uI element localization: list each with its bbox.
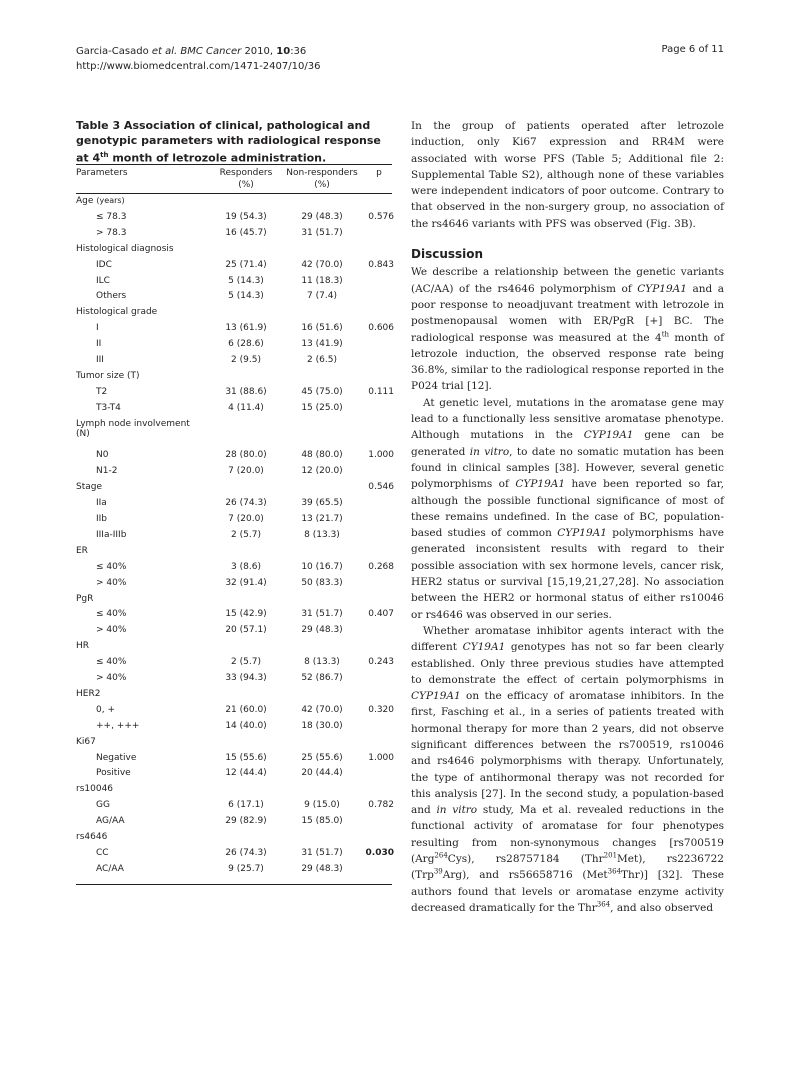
row-label — [96, 705, 115, 715]
row-label — [76, 832, 107, 842]
cell-responders: 2 (5.7) — [231, 529, 261, 540]
citation-etal: et al. — [151, 46, 178, 57]
table-bottom-rule — [76, 884, 392, 885]
row-label — [76, 546, 88, 556]
p3-gene-3: CYP19A1 — [557, 527, 607, 540]
p3-text-d: have been reported so far, although the possible functional significance of most of these remains undefined. In the case of BC, population-based studies of common — [411, 478, 725, 540]
row-label-text: Ki67 — [76, 736, 96, 747]
cell-nonresponders: 31 (51.7) — [301, 227, 343, 238]
cell-p-value: 0.243 — [368, 657, 394, 668]
row-label — [96, 387, 107, 397]
cell-p-value: 0.111 — [368, 386, 394, 397]
table-row — [76, 657, 392, 673]
p4-invitro: in vitro — [436, 804, 478, 817]
p4-text-g: Arg), and rs56658716 (Met — [442, 869, 608, 882]
cell-responders: 26 (74.3) — [225, 498, 267, 509]
row-label-text: Histological grade — [76, 307, 158, 318]
row-label — [96, 753, 136, 763]
cell-responders: 14 (40.0) — [225, 720, 267, 731]
cell-nonresponders: 42 (70.0) — [301, 704, 343, 715]
row-label — [96, 339, 101, 349]
row-label-text: CC — [96, 847, 109, 858]
row-label — [76, 689, 100, 699]
row-label-text: IIb — [96, 514, 108, 524]
row-label-text: rs4646 — [76, 832, 108, 842]
row-label-text: ≤ 40% — [96, 561, 127, 572]
cell-responders: 7 (20.0) — [228, 514, 264, 524]
row-label-text: T2 — [96, 386, 108, 397]
cell-nonresponders: 7 (7.4) — [307, 291, 337, 302]
p3-text-c: , to date no somatic mutation has been found in clinical samples [38]. However, several genetic polymorphisms of — [411, 445, 724, 491]
row-label-text: ER — [76, 545, 88, 556]
row-label — [96, 657, 126, 667]
cell-responders: 26 (74.3) — [225, 847, 267, 858]
row-label — [96, 355, 104, 365]
cell-responders: 15 (55.6) — [225, 752, 267, 763]
cell-nonresponders: 45 (75.0) — [301, 386, 343, 397]
row-label-text: ++, +++ — [96, 720, 140, 731]
row-label — [96, 323, 99, 333]
row-label-text: ILC — [96, 275, 110, 286]
row-label — [76, 784, 113, 794]
row-label-text: N1-2 — [96, 466, 118, 477]
cell-responders: 28 (80.0) — [225, 450, 267, 461]
row-label — [76, 482, 102, 492]
row-label-text: rs10046 — [76, 784, 114, 795]
paragraph-pfs: In the group of patients operated after letrozole induction, only Ki67 expression and RR4M were associated with worse PFS (Table 5; Additional file 2: Supplemental Table S2), although none of these variables were independent indicators of poor outcome. Contrary to that observed in the non-surgery group, no association of the rs4646 variants with PFS was observed (Fig. 3B). — [411, 120, 724, 230]
p4-text-e: Cys), rs28757184 (Thr — [447, 853, 604, 866]
caption-text-end: month of letrozole administration. — [108, 151, 327, 165]
cell-responders: 4 (11.4) — [228, 402, 264, 413]
p4-text-c: on the efficacy of aromatase inhibitors. In the first, Fasching et al., in a series of patients treated with hormonal therapy for more than 2 years, did not observe significant differences between the rs700519, rs10046 and rs4646 polymorphisms with therapy. Unfortunately, the type of antihormonal therapy was not recorded for this analysis [27]. In the second study, a population-based and — [411, 690, 724, 817]
col-responders-label: Responders — [219, 168, 273, 178]
cell-responders: 21 (60.0) — [225, 704, 267, 715]
row-label-text: T3-T4 — [96, 402, 121, 413]
citation-article: :36 — [290, 46, 307, 57]
row-label — [96, 514, 107, 524]
table-row — [76, 609, 392, 625]
table-group-row — [76, 832, 392, 848]
table-caption — [76, 118, 394, 166]
row-label-text: ≤ 78.3 — [96, 211, 127, 222]
table-row — [76, 705, 392, 721]
cell-responders: 5 (14.3) — [228, 275, 264, 286]
cell-nonresponders: 16 (51.6) — [301, 323, 343, 334]
body-column — [411, 118, 724, 916]
cell-nonresponders: 8 (13.3) — [304, 657, 340, 668]
cell-responders: 3 (8.6) — [231, 561, 261, 572]
row-label-text: II — [96, 339, 102, 350]
cell-nonresponders: 13 (41.9) — [301, 339, 343, 350]
citation-journal: BMC Cancer — [177, 46, 242, 57]
row-label — [96, 768, 131, 778]
col-responders — [202, 167, 290, 191]
table-row — [76, 514, 392, 530]
row-label-text: Age — [76, 196, 94, 206]
row-label — [96, 466, 117, 476]
cell-nonresponders: 2 (6.5) — [307, 355, 337, 365]
cell-nonresponders: 31 (51.7) — [301, 847, 343, 858]
row-label — [96, 562, 126, 572]
cell-nonresponders: 18 (30.0) — [301, 720, 343, 731]
row-label-text: Stage — [76, 482, 103, 493]
citation-volume: 10 — [276, 46, 291, 57]
row-label — [96, 848, 109, 858]
p4-sup-4: 364 — [607, 867, 622, 876]
cell-p-value: 1.000 — [368, 450, 394, 461]
p4-sup-5: 364 — [596, 900, 611, 909]
table-group-row — [76, 418, 392, 439]
cell-responders: 32 (91.4) — [225, 577, 267, 588]
col-nonresponders-label: Non-responders — [286, 168, 358, 178]
p2-gene: CYP19A1 — [637, 282, 687, 295]
table-group-row — [76, 641, 392, 657]
row-label-text: I — [96, 323, 99, 334]
row-label-text: > 40% — [96, 673, 127, 683]
caption-text: Table 3 Association of clinical, pathological and genotypic parameters with radiological response at 4 — [76, 119, 381, 165]
row-label — [76, 196, 125, 206]
table-row — [76, 848, 392, 864]
row-label — [96, 291, 126, 301]
cell-nonresponders: 12 (20.0) — [301, 466, 343, 477]
table-top-rule — [76, 164, 392, 165]
p4-gene-2: CYP19A1 — [411, 690, 461, 703]
table-group-row — [76, 737, 392, 753]
cell-p-value: 0.843 — [368, 259, 394, 270]
row-label-note: (years) — [96, 196, 125, 205]
row-label — [96, 530, 126, 540]
row-label-text: AG/AA — [96, 816, 125, 827]
cell-nonresponders: 52 (86.7) — [301, 673, 343, 683]
paragraph-discussion-1 — [411, 264, 724, 394]
table-row — [76, 276, 392, 292]
paragraph-discussion-2 — [411, 395, 724, 623]
row-label-text: > 78.3 — [96, 227, 127, 238]
caption-sup: th — [100, 151, 109, 159]
p3-text-b: gene can be generated — [411, 429, 725, 458]
row-label-text: HR — [76, 641, 90, 652]
table-row — [76, 800, 392, 816]
row-label-text: IIa — [96, 498, 107, 509]
row-label-text: Lymph node involvement — [76, 418, 190, 429]
p2-text-c: month of letrozole induction, the observed response rate being 36.8%, similar to the radiological response reported in the P024 trial [12]. — [411, 331, 724, 393]
cell-responders: 6 (28.6) — [228, 339, 264, 350]
cell-nonresponders: 13 (21.7) — [301, 514, 343, 524]
cell-nonresponders: 15 (25.0) — [301, 402, 343, 413]
cell-p-value: 0.576 — [368, 211, 394, 222]
cell-p-value: 0.546 — [368, 482, 394, 493]
cell-responders: 31 (88.6) — [225, 386, 267, 397]
table-row — [76, 498, 392, 514]
row-label — [96, 212, 126, 222]
table-row — [76, 562, 392, 578]
p4-text-b: genotypes has not so far been clearly established. Only three previous studies have attempted to demonstrate the effect of certain polymorphisms in — [411, 641, 724, 686]
table-header-rule — [76, 193, 392, 194]
cell-nonresponders: 29 (48.3) — [301, 625, 343, 636]
table-group-row — [76, 371, 392, 387]
row-label — [96, 450, 108, 460]
table-group-row — [76, 244, 392, 260]
cell-nonresponders: 42 (70.0) — [301, 259, 343, 270]
cell-nonresponders: 15 (85.0) — [301, 816, 343, 827]
citation — [76, 44, 320, 59]
cell-responders: 2 (9.5) — [231, 355, 261, 365]
p3-text-a: At genetic level, mutations in the aromatase gene may lead to a functionally less sensitive aromatase phenotype. Although mutations in the — [411, 396, 724, 442]
row-label — [76, 419, 190, 439]
cell-responders: 2 (5.7) — [231, 657, 261, 668]
p4-sup-2: 201 — [603, 851, 618, 860]
running-header — [76, 44, 320, 74]
p4-text-d: study, Ma et al. revealed reductions in the functional activity of aromatase for four phenotypes resulting from non-synonymous changes [rs700519 (Arg — [411, 804, 724, 866]
cell-responders: 33 (94.3) — [225, 673, 267, 683]
col-responders-unit: (%) — [238, 180, 254, 190]
row-label-text: Tumor size (T) — [76, 370, 140, 381]
cell-responders: 6 (17.1) — [228, 800, 264, 811]
row-label — [96, 673, 126, 683]
row-label-text: > 40% — [96, 577, 127, 588]
table-row — [76, 450, 392, 466]
cell-nonresponders: 8 (13.3) — [304, 529, 340, 540]
table-row — [76, 753, 392, 769]
table-row — [76, 530, 392, 546]
row-label-text: GG — [96, 800, 110, 811]
p4-sup-3: 39 — [433, 867, 443, 876]
cell-responders: 19 (54.3) — [225, 211, 267, 222]
cell-nonresponders: 20 (44.4) — [301, 768, 343, 779]
row-label-text-2: (N) — [76, 428, 90, 439]
row-label — [96, 721, 139, 731]
row-label-text: Others — [96, 291, 127, 302]
cell-p-value: 0.268 — [368, 561, 394, 572]
p3-invitro: in vitro — [469, 445, 510, 458]
table-group-row — [76, 482, 392, 498]
p4-text-h: Thr)] [32]. These authors found that levels or aromatase enzyme activity decreased dramatically for the Thr — [411, 869, 724, 914]
cell-responders: 7 (20.0) — [228, 466, 264, 477]
row-label-text: HER2 — [76, 688, 101, 699]
table-row — [76, 403, 392, 419]
row-label — [96, 228, 126, 238]
cell-nonresponders: 48 (80.0) — [301, 450, 343, 461]
cell-p-value: 0.606 — [368, 323, 394, 334]
table-header-row — [76, 167, 392, 193]
row-label — [96, 816, 125, 826]
cell-responders: 9 (25.7) — [228, 863, 264, 874]
cell-p-value: 1.000 — [368, 752, 394, 763]
cell-p-value: 0.407 — [368, 609, 394, 620]
table-row — [76, 387, 392, 403]
table-row — [76, 323, 392, 339]
row-label-text: 0, + — [96, 704, 115, 715]
col-parameters: Parameters — [76, 168, 128, 178]
cell-nonresponders: 25 (55.6) — [301, 752, 343, 763]
table-group-row — [76, 689, 392, 705]
row-label — [96, 276, 110, 286]
cell-nonresponders: 11 (18.3) — [301, 275, 343, 286]
p2-text-a: We describe a relationship between the genetic variants (AC/AA) of the rs4646 polymorphism of — [411, 266, 724, 295]
citation-authors: Garcia-Casado — [76, 46, 152, 57]
row-label-text: N0 — [96, 450, 109, 461]
row-label — [76, 307, 157, 317]
row-label — [76, 371, 140, 381]
cell-nonresponders: 29 (48.3) — [301, 211, 343, 222]
row-label-text: Histological diagnosis — [76, 243, 174, 254]
table-row — [76, 578, 392, 594]
row-label — [76, 594, 93, 604]
p4-text-a: Whether aromatase inhibitor agents interact with the different — [411, 624, 724, 654]
cell-responders: 12 (44.4) — [225, 768, 267, 779]
table-row — [76, 228, 392, 244]
row-label-text: Positive — [96, 768, 131, 779]
table-group-row — [76, 594, 392, 610]
cell-nonresponders: 10 (16.7) — [301, 561, 343, 572]
p2-sup: th — [661, 330, 670, 339]
table-row — [76, 673, 392, 689]
cell-responders: 29 (82.9) — [225, 816, 267, 827]
cell-responders: 15 (42.9) — [225, 609, 267, 620]
cell-responders: 25 (71.4) — [225, 259, 267, 270]
row-label-text: IIIa-IIIb — [96, 529, 127, 540]
row-label-text: Negative — [96, 752, 137, 763]
cell-p-value: 0.782 — [368, 800, 394, 811]
table-group-row — [76, 784, 392, 800]
row-label — [96, 578, 126, 588]
cell-nonresponders: 29 (48.3) — [301, 863, 343, 874]
col-p: p — [376, 168, 382, 178]
row-label-text: PgR — [76, 593, 94, 604]
row-label — [96, 260, 112, 270]
row-label-text: III — [96, 355, 104, 365]
row-label — [76, 737, 96, 747]
cell-nonresponders: 9 (15.0) — [304, 800, 340, 811]
table-row — [76, 339, 392, 355]
row-label-text: AC/AA — [96, 863, 124, 874]
table-row — [76, 212, 392, 228]
col-nonresponders — [278, 167, 366, 191]
row-label — [96, 609, 126, 619]
cell-p-value: 0.030 — [365, 847, 394, 858]
p4-sup-1: 264 — [434, 851, 448, 860]
table-group-row — [76, 546, 392, 562]
table-group-row — [76, 307, 392, 323]
p4-text-f: Met), rs2236722 (Trp — [411, 853, 724, 882]
p4-gene-1: CY19A1 — [462, 641, 506, 654]
cell-nonresponders: 50 (83.3) — [301, 577, 343, 588]
row-label — [96, 403, 121, 413]
article-url[interactable]: http://www.biomedcentral.com/1471-2407/10/36 — [76, 61, 321, 72]
citation-year: 2010, — [241, 46, 277, 57]
cell-responders: 13 (61.9) — [225, 323, 267, 334]
cell-responders: 5 (14.3) — [228, 291, 264, 302]
row-label — [96, 625, 126, 635]
section-heading-discussion: Discussion — [411, 247, 484, 262]
col-nonresponders-unit: (%) — [314, 180, 330, 190]
cell-responders: 16 (45.7) — [225, 227, 267, 238]
page-number: Page 6 of 11 — [661, 44, 724, 55]
p3-gene-2: CYP19A1 — [515, 478, 566, 491]
cell-nonresponders: 31 (51.7) — [301, 609, 343, 620]
cell-nonresponders: 39 (65.5) — [301, 498, 343, 509]
row-label — [96, 498, 107, 508]
table-row — [76, 721, 392, 737]
row-label-text: IDC — [96, 259, 112, 270]
row-label — [96, 800, 110, 810]
paragraph-discussion-3 — [411, 623, 724, 916]
row-label-text: > 40% — [96, 625, 127, 636]
table-row — [76, 355, 392, 371]
row-label — [96, 864, 124, 874]
p3-text-e: polymorphisms have generated inconsistent results with regard to their possible association with sex hormone levels, cancer risk, HER2 status or survival [15,19,21,27,28]. No association between the HER2 or hormonal status of either rs10046 or rs4646 was observed in our series. — [411, 527, 724, 621]
table-row — [76, 816, 392, 832]
cell-p-value: 0.320 — [368, 704, 394, 715]
table-row — [76, 466, 392, 482]
p3-gene-1: CYP19A1 — [583, 429, 634, 442]
table-row — [76, 260, 392, 276]
p4-text-i: , and also observed — [610, 901, 714, 914]
table-row — [76, 625, 392, 641]
row-label — [76, 641, 89, 651]
cell-responders: 20 (57.1) — [225, 625, 267, 636]
p2-text-b: and a poor response to neoadjuvant treatment with letrozole in postmenopausal women with ER/PgR [+] BC. The radiological response was measured at the 4 — [411, 282, 724, 344]
row-label — [76, 244, 174, 254]
row-label-text: ≤ 40% — [96, 657, 127, 668]
table-row — [76, 768, 392, 784]
table-group-row — [76, 196, 392, 212]
table-row — [76, 291, 392, 307]
table-row — [76, 864, 392, 880]
row-label-text: ≤ 40% — [96, 609, 127, 620]
